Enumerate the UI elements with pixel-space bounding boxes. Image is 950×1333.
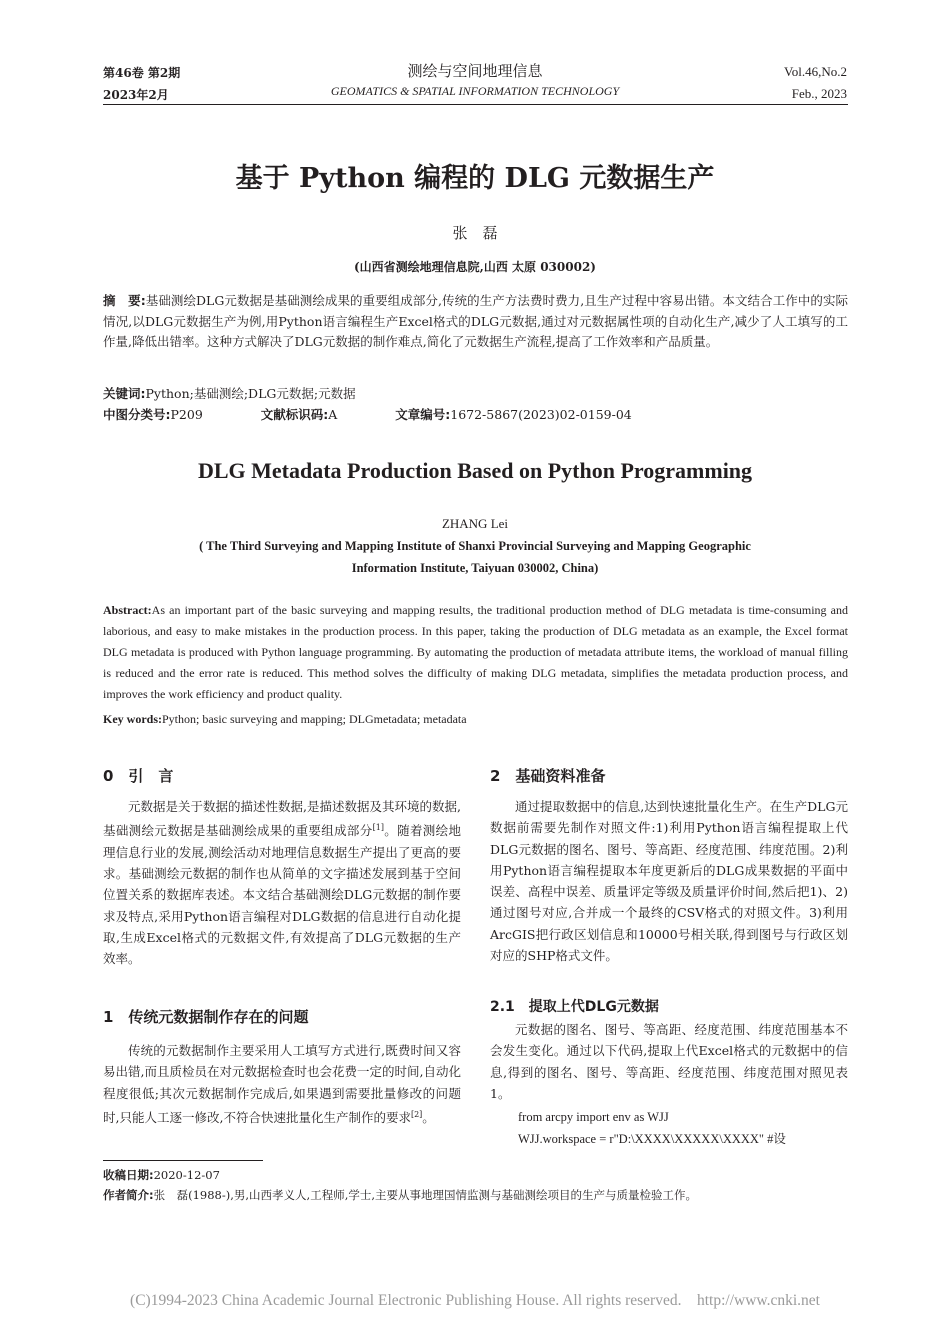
section-2-1-para: 元数据的图名、图号、等高距、经度范围、纬度范围基本不会发生变化。通过以下代码,提取上代Excel格式的元数据中的信息,得到的图名、图号、等高距、经度范围、纬度范围对照见表1。: [490, 1022, 848, 1101]
section-0-para-a: 元数据是关于数据的描述性数据,是描述数据及其环境的数据,基础测绘元数据是基础测绘成果的重要组成部分: [103, 799, 461, 839]
keywords-cn: [103, 384, 848, 405]
keywords-en: [103, 709, 848, 730]
received-label: 收稿日期:: [103, 1168, 154, 1182]
code-line-2: WJJ.workspace = r"D:\XXXX\XXXXX\XXXX" #设: [518, 1132, 786, 1146]
section-1-body: [103, 1040, 461, 1128]
abstract-en-text: As an important part of the basic surveying and mapping results, the traditional production method of DLG metadata is time-consuming and laborious, and easy to make mistakes in the production process. In this paper, taking the production of DLG metadata as an example, the Excel format DLG metadata is produced with Python language programming. By automating the production of metadata attribute items, the workload of manual filling is reduced and the error rate is reduced. This method solves the difficulty of making DLG metadata, simplifies the metadata production process, and improves the work efficiency and product quality.: [103, 603, 848, 701]
section-1-heading: 1 传统元数据制作存在的问题: [103, 1008, 309, 1026]
code-line-1: from arcpy import env as WJJ: [518, 1110, 669, 1124]
header-date-en: Feb., 2023: [791, 86, 847, 101]
keywords-cn-label: 关键词:: [103, 386, 146, 401]
abstract-cn-text: 基础测绘DLG元数据是基础测绘成果的重要组成部分,传统的生产方法费时费力,且生产过程中容易出错。本文结合工作中的实际情况,以DLG元数据生产为例,用Python语言编程生产Excel格式的DLG元数据,通过对元数据属性项的自动化生产,减少了人工填写的工作量,降低出错率。这种方式解决了DLG元数据的制作难点,简化了元数据生产流程,提高了工作效率和产品质量。: [103, 293, 849, 349]
section-0-heading: 0 引 言: [103, 767, 174, 785]
section-2-heading: 2 基础资料准备: [490, 767, 606, 785]
header-date-cn: 2023年2月: [103, 88, 169, 102]
clc-label: 中图分类号:: [103, 407, 171, 422]
section-2-1-body: [490, 1019, 848, 1104]
abstract-cn: [103, 291, 848, 353]
citation-2: [2]: [410, 1109, 423, 1119]
abstract-en-label: Abstract:: [103, 603, 152, 617]
author-cn: 张 磊: [452, 224, 498, 242]
classification-line: [103, 405, 848, 426]
section-0-body: [103, 796, 461, 970]
author-en: ZHANG Lei: [441, 516, 509, 531]
abstract-cn-label: 摘 要:: [103, 293, 146, 308]
doc-code-label: 文献标识码:: [260, 407, 329, 422]
affiliation-cn: (山西省测绘地理信息院,山西 太原 030002): [354, 260, 596, 274]
section-1-para-b: 。: [422, 1110, 435, 1126]
received-value: 2020-12-07: [153, 1168, 220, 1182]
clc-value: P209: [170, 407, 203, 422]
section-2-1-heading: 2.1 提取上代DLG元数据: [490, 999, 659, 1015]
journal-title-cn: 测绘与空间地理信息: [407, 62, 543, 80]
header-volume-cn: 第46卷 第2期: [103, 66, 181, 80]
header-volume-en: Vol.46,No.2: [784, 64, 847, 79]
footnote-author-bio: [103, 1184, 848, 1206]
affiliation-en-line1: ( The Third Surveying and Mapping Institute of Shanxi Provincial Surveying and Mapping Geographic: [199, 539, 751, 553]
section-0-para-b: 。随着测绘地理信息行业的发展,测绘活动对地理信息数据生产提出了更高的要求。基础测绘元数据的制作也从简单的文字描述发展到基于空间位置关系的数据库表述。本文结合基础测绘DLG元数据的制作要求及特点,采用Python语言编程对DLG数据的信息进行自动化提取,生成Excel格式的元数据文件,有效提高了DLG元数据的生产效率。: [103, 823, 461, 967]
bio-label: 作者简介:: [103, 1188, 154, 1202]
paper-title-en: DLG Metadata Production Based on Python Programming: [197, 458, 753, 483]
keywords-en-text: Python; basic surveying and mapping; DLGmetadata; metadata: [162, 712, 467, 726]
footnote-rule: [103, 1160, 263, 1161]
affiliation-en-line2: Information Institute, Taiyuan 030002, China): [351, 561, 599, 575]
paper-title-cn: 基于 Python 编程的 DLG 元数据生产: [235, 163, 715, 194]
copyright-notice: (C)1994-2023 China Academic Journal Electronic Publishing House. All rights reserved. http://www.cnki.net: [130, 1292, 820, 1309]
section-2-body: [490, 796, 848, 966]
section-1-para-a: 传统的元数据制作主要采用人工填写方式进行,既费时间又容易出错,而且质检员在对元数据检查时也会花费一定的时间,自动化程度很低;其次元数据制作完成后,如果遇到需要批量修改的问题时,只能人工逐一修改,不符合快速批量化生产制作的要求: [103, 1043, 461, 1126]
footnote-received: [103, 1164, 848, 1186]
keywords-cn-text: Python;基础测绘;DLG元数据;元数据: [145, 386, 356, 401]
keywords-en-label: Key words:: [103, 712, 162, 726]
journal-title-en: GEOMATICS & SPATIAL INFORMATION TECHNOLOGY: [330, 84, 620, 98]
abstract-en: [103, 600, 848, 705]
citation-1: [1]: [372, 823, 384, 833]
bio-value: 张 磊(1988-),男,山西孝义人,工程师,学士,主要从事地理国情监测与基础测绘项目的生产与质量检验工作。: [153, 1188, 698, 1202]
doc-code-value: A: [328, 407, 338, 422]
article-number-value: 1672-5867(2023)02-0159-04: [450, 407, 632, 422]
section-2-para: 通过提取数据中的信息,达到快速批量化生产。在生产DLG元数据前需要先制作对照文件:1)利用Python语言编程提取上代DLG元数据的图名、图号、等高距、经度范围、纬度范围。2)利用Python语言编程提取本年度更新后的DLG成果数据的平面中误差、高程中误差、质量评定等级及质量评价时间,然后把1)、2)通过图号对应,合并成一个最终的CSV格式的对照文件。3)利用ArcGIS把行政区划信息和10000号相关联,得到图号与行政区划对应的SHP格式文件。: [490, 799, 848, 964]
header-rule: [103, 104, 848, 105]
article-number-label: 文章编号:: [395, 407, 451, 422]
